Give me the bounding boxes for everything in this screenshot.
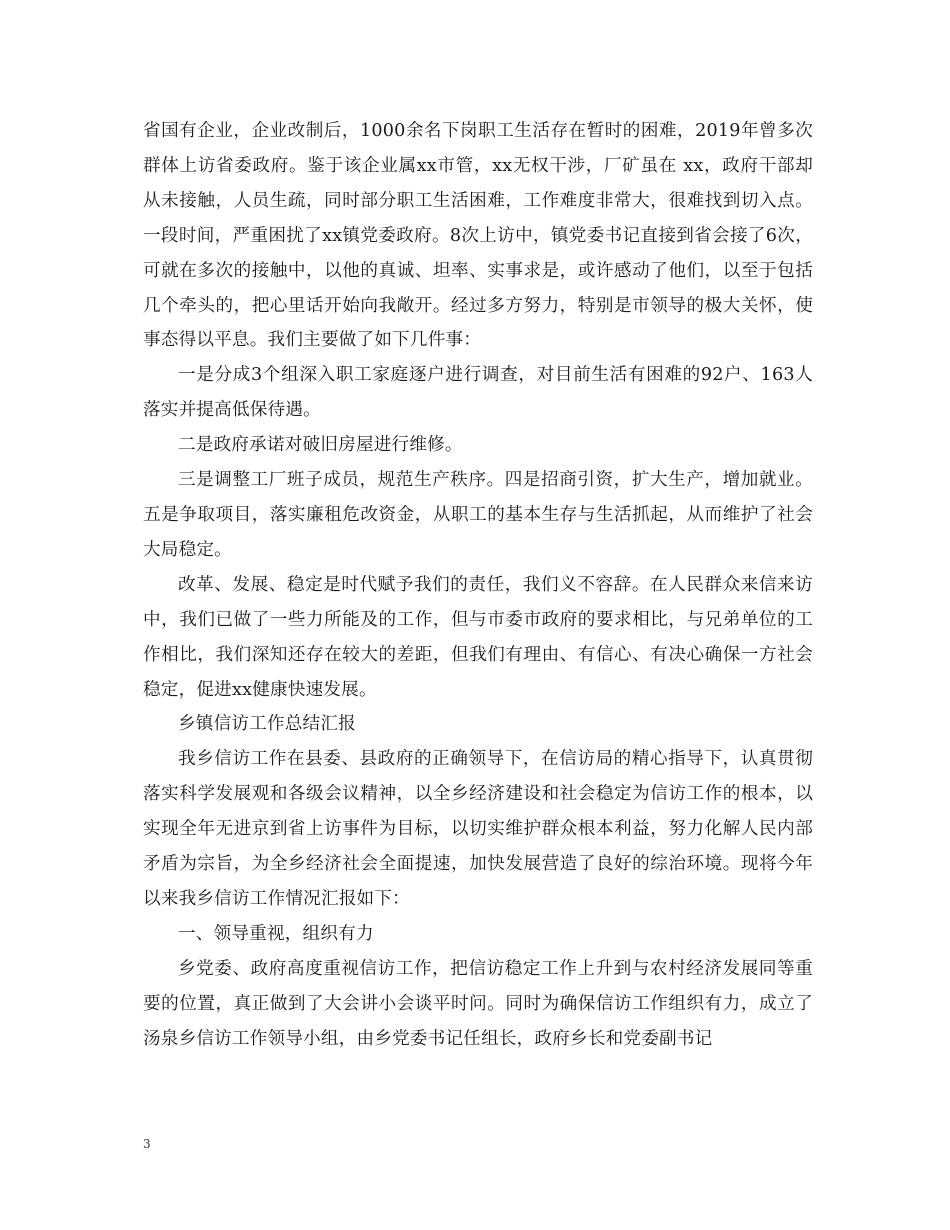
paragraph-item-one: 一是分成3个组深入职工家庭逐户进行调查，对目前生活有困难的92户、163人落实并提高低保待遇。 — [143, 365, 813, 421]
paragraph-item-three: 三是调整工厂班子成员，规范生产秩序。四是招商引资，扩大生产，增加就业。五是争取项目，落实廉租危改资金，从职工的基本生存与生活抓起，从而维护了社会大局稳定。 — [143, 470, 813, 560]
paragraph-conclusion: 改革、发展、稳定是时代赋予我们的责任，我们义不容辞。在人民群众来信来访中，我们已做了一些力所能及的工作，但与市委市政府的要求相比，与兄弟单位的工作相比，我们深知还存在较大的差距，但我们有理由、有信心、有决心确保一方社会稳定，促进xx健康快速发展。 — [143, 574, 813, 700]
section-title: 乡镇信访工作总结汇报 — [178, 714, 356, 735]
paragraph-leadership: 乡党委、政府高度重视信访工作，把信访稳定工作上升到与农村经济发展同等重要的位置，真正做到了大会讲小会谈平时问。同时为确保信访工作组织有力，成立了汤泉乡信访工作领导小组，由乡党委书记任组长，政府乡长和党委副书记 — [143, 958, 813, 1049]
paragraph-continued: 省国有企业，企业改制后，1000余名下岗职工生活存在暂时的困难，2019年曾多次群体上访省委政府。鉴于该企业属xx市管，xx无权干涉，厂矿虽在 xx，政府干部却从未接触，人员生疏，同时部分职工生活困难，工作难度非常大，很难找到切入点。一段时间，严重困扰了xx镇党委政府。8次上访中，镇党委书记直接到省会接了6次，可就在多次的接触中，以他的真诚、坦率、实事求是，或许感动了他们，以至于包括几个牵头的，把心里话开始向我敞开。经过多方努力，特别是市领导的极大关怀，使事态得以平息。我们主要做了如下几件事： — [143, 121, 813, 351]
page-number: 3 — [143, 1137, 151, 1151]
document-body — [143, 114, 813, 1056]
section-heading-one: 一、领导重视，组织有力 — [178, 923, 374, 944]
paragraph-item-two: 二是政府承诺对破旧房屋进行维修。 — [178, 435, 463, 456]
paragraph-intro: 我乡信访工作在县委、县政府的正确领导下，在信访局的精心指导下，认真贯彻落实科学发展观和各级会议精神，以全乡经济建设和社会稳定为信访工作的根本，以实现全年无进京到省上访事件为目标，以切实维护群众根本利益，努力化解人民内部矛盾为宗旨，为全乡经济社会全面提速，加快发展营造了良好的综治环境。现将今年以来我乡信访工作情况汇报如下： — [143, 749, 813, 909]
